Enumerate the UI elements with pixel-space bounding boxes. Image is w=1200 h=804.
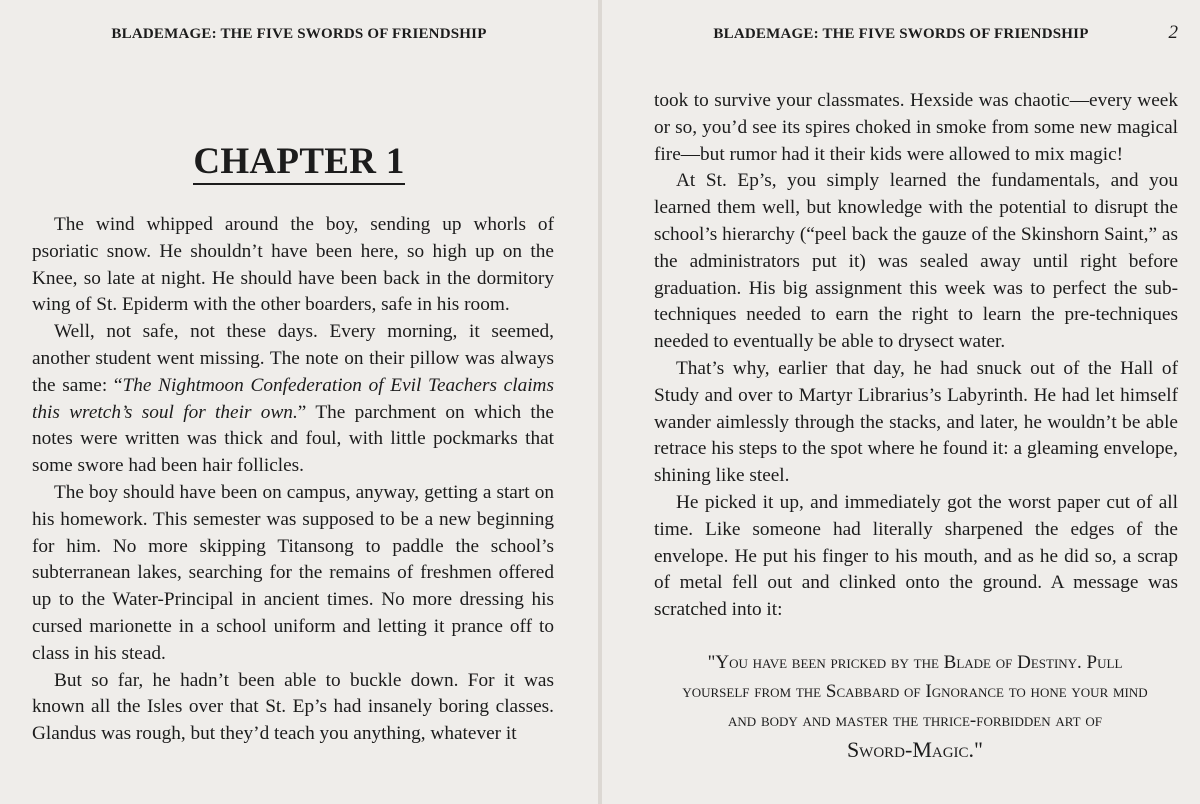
right-page (602, 0, 1200, 804)
left-body-text (32, 212, 554, 748)
blade-message-quote (672, 648, 1158, 766)
right-body-text (654, 88, 1178, 624)
quote-text-last: Sword-Magic." (846, 737, 984, 762)
quote-text: "You have been pricked by the Blade of Destiny. Pull yourself from the Scabbard of Ignorance to hone your mind and body and master the thrice-forbidden art of (682, 652, 1148, 731)
paragraph: took to survive your classmates. Hexside was chaotic—every week or so, you’d see its spires choked in smoke from some new magical fire—but rumor had it their kids were allowed to mix magic! (654, 90, 1178, 165)
chapter-title: CHAPTER 1 (193, 141, 404, 185)
paragraph (32, 319, 554, 480)
paragraph-text: Well, not safe, not these days. Every morning, it seemed, another student went missing. The note on their pillow was always the same: “ (32, 321, 554, 396)
paragraph: The wind whipped around the boy, sending up whorls of psoriatic snow. He shouldn’t have been here, so high up on the Knee, so late at night. He should have been back in the dormitory wing of St. Epiderm with the other boarders, safe in his room. (32, 214, 554, 316)
left-page (0, 0, 598, 804)
running-header: BLADEMAGE: THE FIVE SWORDS OF FRIENDSHIP (111, 26, 487, 42)
paragraph: The boy should have been on campus, anyway, getting a start on his homework. This semester was supposed to be a new beginning for him. No more skipping Titansong to paddle the school’s subterranean lakes, searching for the remains of freshmen offered up to the Water-Principal in ancient times. No more dressing his cursed marionette in a school uniform and letting it prance off to class in his stead. (32, 481, 554, 664)
paragraph: At St. Ep’s, you simply learned the fundamentals, and you learned them well, but knowledge with the potential to disrupt the school’s hierarchy (“peel back the gauze of the Skinshorn Saint,” as the administrators put it) was sealed away until right before graduation. His big assignment this week was to perfect the sub-techniques needed to earn the right to learn the pre-techniques needed to eventually be able to drysect water. (654, 170, 1178, 353)
italic-quote: The Nightmoon Confederation of Evil Teachers claims this wretch’s soul for their own. (32, 374, 554, 423)
paragraph-text: ” The parchment on which the notes were written was thick and foul, with little pockmarks that some swore had been hair follicles. (32, 401, 554, 477)
paragraph: But so far, he hadn’t been able to buckle down. For it was known all the Isles over that St. Ep’s had insanely boring classes. Glandus was rough, but they’d teach you anything, whatever it (32, 669, 554, 745)
paragraph: That’s why, earlier that day, he had snuck out of the Hall of Study and over to Martyr Librarius’s Labyrinth. He had let himself wander aimlessly through the stacks, and later, he wouldn’t be able retrace his steps to the spot where he found it: a gleaming envelope, shining like steel. (654, 357, 1178, 487)
page-number: 2 (1168, 22, 1178, 43)
running-header: BLADEMAGE: THE FIVE SWORDS OF FRIENDSHIP (713, 26, 1089, 42)
chapter-heading (0, 140, 598, 183)
paragraph: He picked it up, and immediately got the worst paper cut of all time. Like someone had literally sharpened the edges of the envelope. He put his finger to his mouth, and as he did so, a scrap of metal fell out and clinked onto the ground. A message was scratched into it: (654, 491, 1178, 621)
